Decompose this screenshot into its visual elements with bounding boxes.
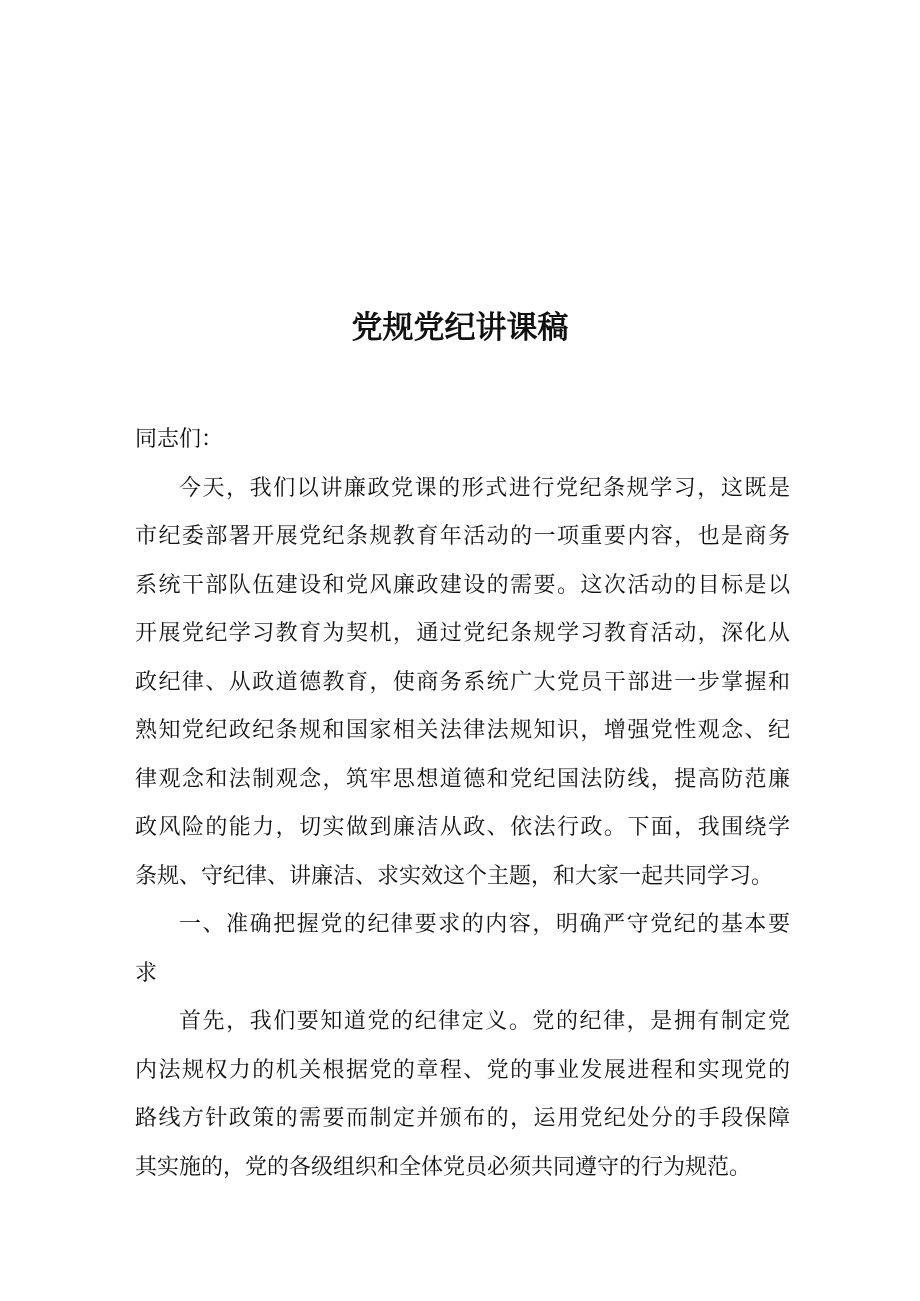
text-line: 开展党纪学习教育为契机，通过党纪条规学习教育活动，深化从 (135, 621, 790, 646)
document-body (135, 416, 790, 1192)
salutation: 同志们： (135, 427, 224, 452)
text-line: 熟知党纪政纪条规和国家相关法律法规知识，增强党性观念、纪 (135, 718, 790, 743)
text-line: 其实施的，党的各级组织和全体党员必须共同遵守的行为规范。 (135, 1154, 752, 1180)
paragraph-2 (135, 998, 790, 1192)
text-line: 内法规权力的机关根据党的章程、党的事业发展进程和实现党的 (135, 1057, 790, 1083)
text-line: 今天，我们以讲廉政党课的形式进行党纪条规学习，这既是 (179, 475, 790, 501)
page-title: 党规党纪讲课稿 (351, 310, 569, 346)
text-line: 律观念和法制观念，筑牢思想道德和党纪国法防线，提高防范廉 (135, 766, 790, 792)
text-line: 系统干部队伍建设和党风廉政建设的需要。这次活动的目标是以 (135, 572, 790, 598)
text-line: 条规、守纪律、讲廉洁、求实效这个主题，和大家一起共同学习。 (135, 863, 774, 889)
heading-line: 一、准确把握党的纪律要求的内容，明确严守党纪的基本要 (179, 912, 790, 937)
text-line: 路线方针政策的需要而制定并颁布的，运用党纪处分的手段保障 (135, 1106, 790, 1131)
section-heading-1 (135, 901, 790, 998)
text-line: 政纪律、从政道德教育，使商务系统广大党员干部进一步掌握和 (135, 669, 790, 695)
text-line: 政风险的能力，切实做到廉洁从政、依法行政。下面，我围绕学 (135, 815, 790, 840)
text-line: 市纪委部署开展党纪条规教育年活动的一项重要内容，也是商务 (135, 524, 790, 549)
heading-line: 求 (135, 960, 158, 986)
paragraph-1 (135, 465, 790, 902)
text-line: 首先，我们要知道党的纪律定义。党的纪律，是拥有制定党 (179, 1009, 790, 1034)
